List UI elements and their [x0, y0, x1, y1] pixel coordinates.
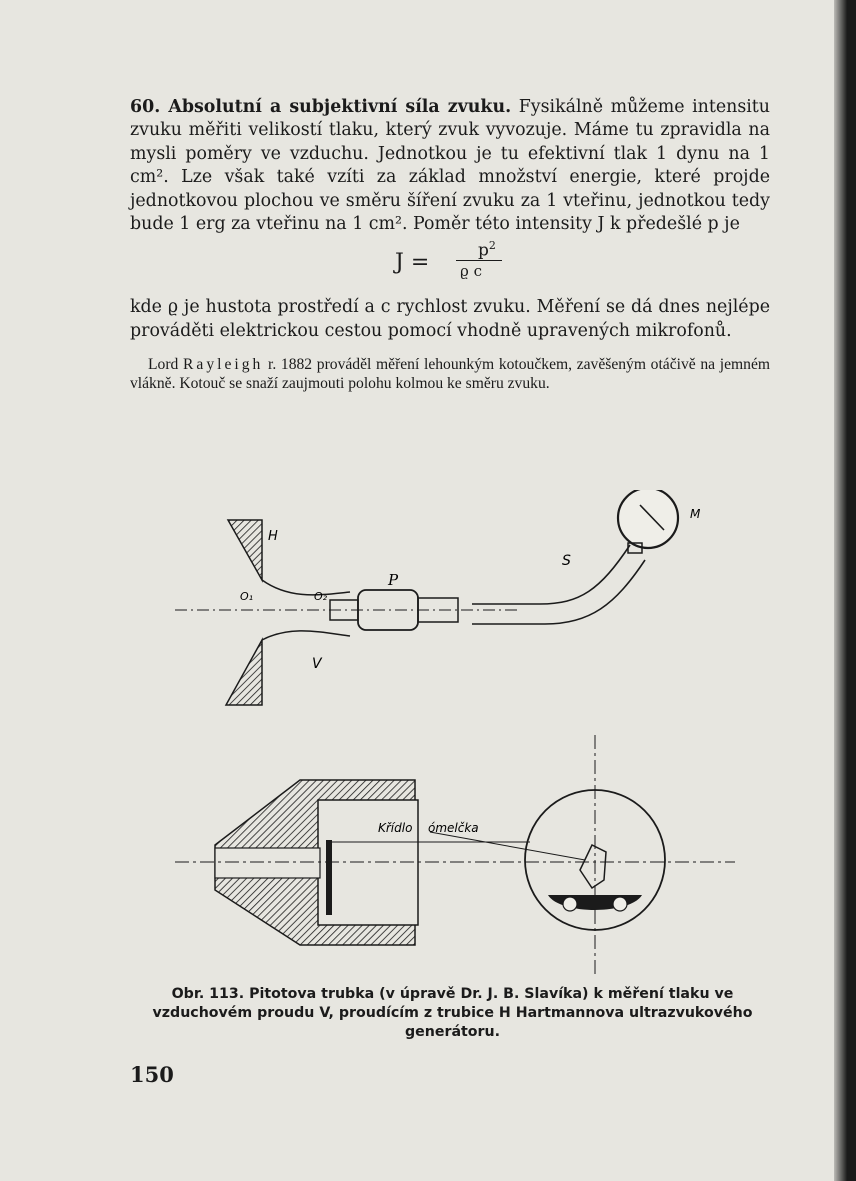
intensity-formula — [130, 240, 770, 290]
detail-screw-right — [613, 897, 627, 911]
detail-blade — [580, 845, 606, 888]
note-rest: r. 1882 prováděl měření lehounkým kotoučkem, zavěšeným otáčivě na jemném vlákně. Kotouč se snaží zaujmouti polohu kolmou ke směru zvuku. — [130, 356, 770, 393]
flow-line-upper — [262, 580, 350, 595]
section-body: Fysikálně můžeme intensitu zvuku měřiti velikostí tlaku, který zvuk vyvozuje. Máme tu zpravidla na mysli poměry ve vzduchu. Jednotkou je tu efektivní tlak 1 dynu na 1 cm². Lze však také vzíti za základ množství energie, které projde jednotkovou plochou ve směru šíření zvuku za 1 vteřinu, jednotkou tedy bude 1 erg za vteřinu na 1 cm². Poměr této intensity J k předešlé p je — [130, 97, 770, 235]
label-O1: O₁ — [240, 590, 254, 603]
formula-denominator: ϱ c — [460, 262, 482, 281]
page-number: 150 — [130, 1062, 174, 1087]
fraction-bar — [456, 260, 502, 261]
detail-leader — [430, 832, 585, 860]
section-bore — [215, 848, 320, 878]
label-kridlo: Křídlo — [378, 821, 413, 835]
manometer — [618, 490, 678, 548]
nozzle-lower-wedge — [226, 640, 262, 705]
label-P: P — [388, 571, 399, 589]
detail-screw-left — [563, 897, 577, 911]
section-paragraph — [130, 96, 770, 236]
figure-caption: Obr. 113. Pitotova trubka (v úpravě Dr. J. B. Slavíka) k měření tlaku ve vzduchovém proudu V, proudícím z trubice H Hartmannova ultrazvukového generátoru. — [152, 986, 753, 1040]
paragraph-two: kde ϱ je hustota prostředí a c rychlost zvuku. Měření se dá dnes nejlépe prováděti elektrickou cestou pomocí vhodně upravených mikrofonů. — [130, 297, 770, 341]
section-heading: 60. Absolutní a subjektivní síla zvuku. — [130, 97, 512, 117]
label-M: M — [690, 507, 701, 521]
hose — [472, 545, 630, 604]
label-S: S — [562, 553, 571, 569]
flow-line-lower — [262, 631, 350, 640]
label-O2: O₂ — [314, 590, 328, 603]
nozzle-upper-wedge — [228, 520, 262, 580]
label-H: H — [268, 529, 278, 544]
note-name-prefix: Lord — [148, 356, 179, 374]
formula-numerator: $p^2$ — [478, 239, 496, 262]
label-V: V — [312, 656, 322, 672]
rayleigh-note — [130, 355, 770, 393]
formula-lhs: J = — [395, 250, 430, 276]
note-name: Rayleigh — [183, 356, 264, 374]
detail-base — [548, 895, 642, 910]
page-content — [130, 96, 770, 393]
pitot-tube-figure — [0, 490, 856, 980]
label-smelka: ómelčka — [428, 821, 479, 835]
hose-lower — [472, 560, 645, 624]
vane — [326, 840, 332, 915]
